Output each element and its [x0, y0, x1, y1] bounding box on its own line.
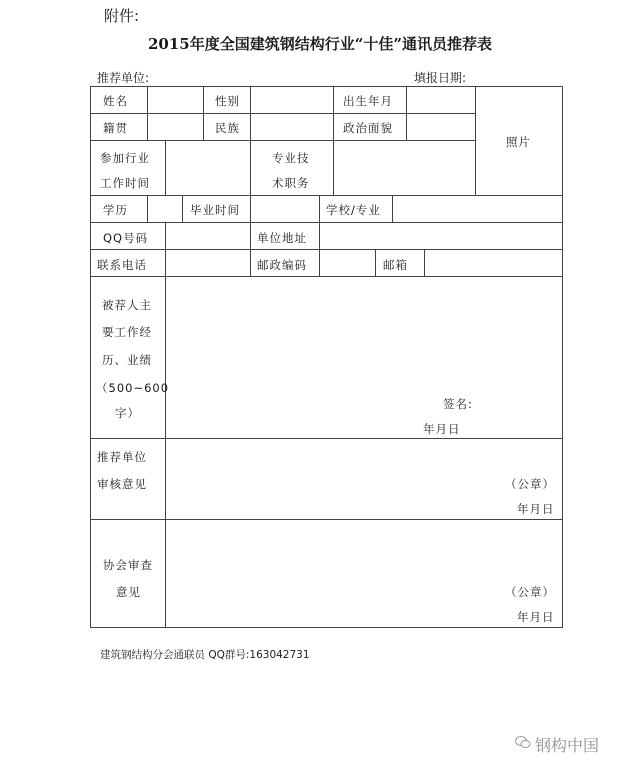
qq-number-label: QQ号码: [103, 231, 149, 245]
industry-start-label-line2: 工作时间: [100, 176, 150, 190]
unit-opinion-label-line1: 推荐单位: [97, 450, 147, 464]
industry-start-label-line1: 参加行业: [100, 151, 150, 165]
signature-label: 签名:: [443, 397, 473, 411]
ethnicity-label: 民族: [215, 121, 240, 135]
name-label: 姓名: [103, 94, 128, 108]
wechat-icon: [515, 735, 531, 749]
postcode-label: 邮政编码: [257, 258, 307, 272]
footer-qq-group: 建筑钢结构分会通联员 QQ群号:163042731: [100, 649, 310, 661]
education-label: 学历: [103, 203, 128, 217]
photo-label: 照片: [506, 135, 531, 149]
gender-label: 性别: [215, 94, 240, 108]
association-opinion-date-label: 年月日: [517, 610, 555, 624]
association-opinion-label-line1: 协会审查: [103, 558, 153, 572]
form-title: 2015年度全国建筑钢结构行业“十佳”通讯员推荐表: [147, 35, 492, 53]
association-seal-label: （公章）: [505, 585, 555, 599]
experience-label-line1: 被荐人主: [102, 298, 152, 312]
unit-seal-label: （公章）: [505, 477, 555, 491]
attachment-label: 附件:: [104, 7, 140, 25]
unit-opinion-date-label: 年月日: [517, 502, 555, 516]
native-place-label: 籍贯: [103, 121, 128, 135]
experience-label-line2: 要工作经: [102, 325, 152, 339]
fill-date-label: 填报日期:: [414, 71, 467, 85]
experience-label-line4: （500~600: [96, 381, 170, 395]
professional-title-label-line2: 术职务: [272, 176, 310, 190]
birth-date-label: 出生年月: [343, 94, 393, 108]
graduation-time-label: 毕业时间: [190, 203, 240, 217]
political-status-label: 政治面貌: [343, 121, 393, 135]
association-opinion-label-line2: 意见: [116, 585, 141, 599]
professional-title-label-line1: 专业技: [272, 151, 310, 165]
email-label: 邮箱: [383, 258, 408, 272]
experience-label-line5: 字）: [115, 406, 140, 420]
recommend-unit-label: 推荐单位:: [97, 71, 150, 85]
school-major-label: 学校/专业: [326, 203, 381, 217]
watermark-text: 钢构中国: [535, 736, 600, 755]
unit-address-label: 单位地址: [257, 231, 307, 245]
unit-opinion-label-line2: 审核意见: [97, 477, 147, 491]
experience-label-line3: 历、业绩: [102, 353, 152, 367]
signature-date-label: 年月日: [423, 422, 461, 436]
phone-label: 联系电话: [97, 258, 147, 272]
